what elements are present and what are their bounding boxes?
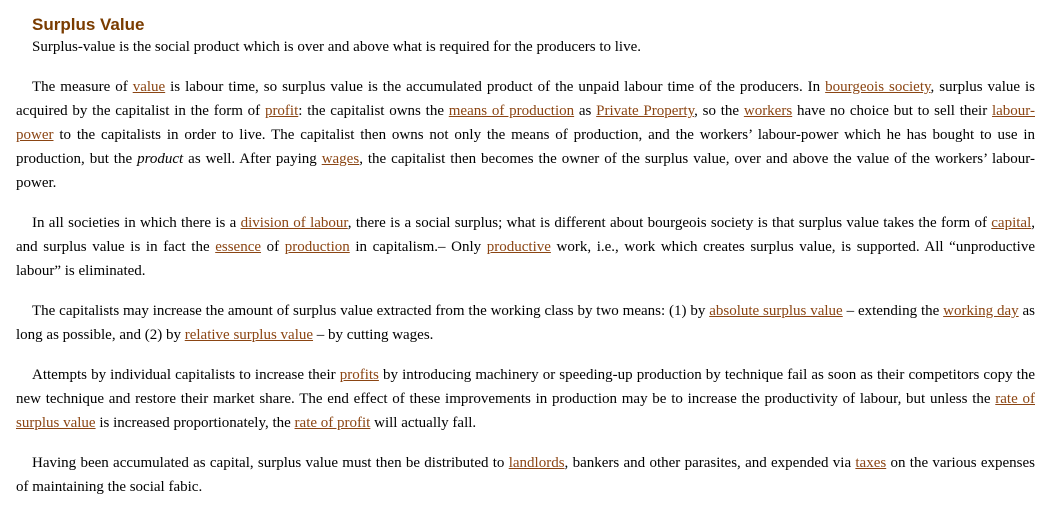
- link-means-of-production[interactable]: means of production: [448, 103, 575, 119]
- link-profits[interactable]: profits: [339, 367, 379, 383]
- paragraph-1: [16, 35, 1035, 59]
- paragraph-text: Surplus-value is the social product which is over and above what is required for the producers to live.: [32, 39, 642, 55]
- paragraph-text: in capitalism.– Only: [349, 239, 487, 255]
- link-bourgeois-society[interactable]: bourgeois society: [825, 79, 931, 95]
- paragraph-text: Attempts by individual capitalists to increase their: [32, 367, 340, 383]
- paragraph-6: [16, 451, 1035, 499]
- paragraph-text: work, i.e., work which creates surplus value, is supported. All “unproductive labour” is eliminated.: [16, 239, 1035, 279]
- link-labour-power[interactable]: labour-power: [16, 103, 1035, 143]
- link-division-of-labour[interactable]: division of labour: [240, 215, 348, 231]
- link-value[interactable]: value: [132, 79, 166, 95]
- paragraph-text: is increased proportionately, the: [95, 415, 295, 431]
- paragraph-text: by introducing machinery or speeding-up production by technique fail as soon as their competitors copy the new technique and restore their market share. The end effect of these improvements in production may be to increase the productivity of labour, but unless the: [16, 367, 1035, 407]
- link-taxes[interactable]: taxes: [855, 455, 887, 471]
- paragraph-text: of: [261, 239, 285, 255]
- paragraph-4: [16, 299, 1035, 347]
- link-private-property[interactable]: Private Property: [596, 103, 695, 119]
- article-body: [16, 35, 1035, 499]
- link-workers[interactable]: workers: [743, 103, 793, 119]
- link-productive[interactable]: productive: [486, 239, 551, 255]
- paragraph-text: to the capitalists in order to live. The capitalist then owns not only the means of production, and the workers’ labour-power which he has bought to use in production, but the: [16, 127, 1035, 167]
- paragraph-text: on the various expenses of maintaining the social fabic.: [16, 455, 1035, 495]
- paragraph-text: , and surplus value is in fact the: [16, 215, 1035, 255]
- paragraph-text: as: [574, 103, 597, 119]
- paragraph-text: : the capitalist owns the: [298, 103, 449, 119]
- paragraph-text: – by cutting wages.: [313, 327, 434, 343]
- link-profit[interactable]: profit: [264, 103, 299, 119]
- link-absolute-surplus-value[interactable]: absolute surplus value: [709, 303, 843, 319]
- paragraph-text: , bankers and other parasites, and expended via: [564, 455, 856, 471]
- paragraph-text: The capitalists may increase the amount of surplus value extracted from the working class by two means: (1) by: [32, 303, 710, 319]
- link-capital[interactable]: capital: [991, 215, 1032, 231]
- link-landlords[interactable]: landlords: [508, 455, 565, 471]
- document-page: [16, 0, 1035, 499]
- paragraph-text: as well. After paying: [183, 151, 322, 167]
- paragraph-text: The measure of: [32, 79, 133, 95]
- paragraph-text: will actually fall.: [370, 415, 477, 431]
- paragraph-text: is labour time, so surplus value is the accumulated product of the unpaid labour time of the producers. In: [165, 79, 826, 95]
- link-rate-of-surplus-value[interactable]: rate of surplus value: [16, 391, 1035, 431]
- paragraph-text: as long as possible, and (2) by: [16, 303, 1036, 343]
- link-rate-of-profit[interactable]: rate of profit: [294, 415, 371, 431]
- page-title: Surplus Value: [32, 15, 145, 34]
- link-relative-surplus-value[interactable]: relative surplus value: [184, 327, 314, 343]
- paragraph-text: , the capitalist then becomes the owner of the surplus value, over and above the value of the workers’ labour-power.: [16, 151, 1035, 191]
- paragraph-text: , there is a social surplus; what is different about bourgeois society is that surplus value takes the form of: [347, 215, 992, 231]
- paragraph-text: , so the: [694, 103, 744, 119]
- paragraph-text: In all societies in which there is a: [32, 215, 241, 231]
- link-wages[interactable]: wages: [321, 151, 360, 167]
- paragraph-text: have no choice but to sell their: [792, 103, 992, 119]
- emphasis-text: product: [137, 151, 184, 167]
- paragraph-text: Having been accumulated as capital, surplus value must then be distributed to: [32, 455, 509, 471]
- paragraph-text: , surplus value is acquired by the capitalist in the form of: [16, 79, 1036, 119]
- paragraph-text: – extending the: [842, 303, 944, 319]
- link-production[interactable]: production: [284, 239, 350, 255]
- paragraph-3: [16, 211, 1035, 283]
- paragraph-2: [16, 75, 1035, 195]
- link-working-day[interactable]: working day: [943, 303, 1019, 319]
- paragraph-5: [16, 363, 1035, 435]
- link-essence[interactable]: essence: [215, 239, 262, 255]
